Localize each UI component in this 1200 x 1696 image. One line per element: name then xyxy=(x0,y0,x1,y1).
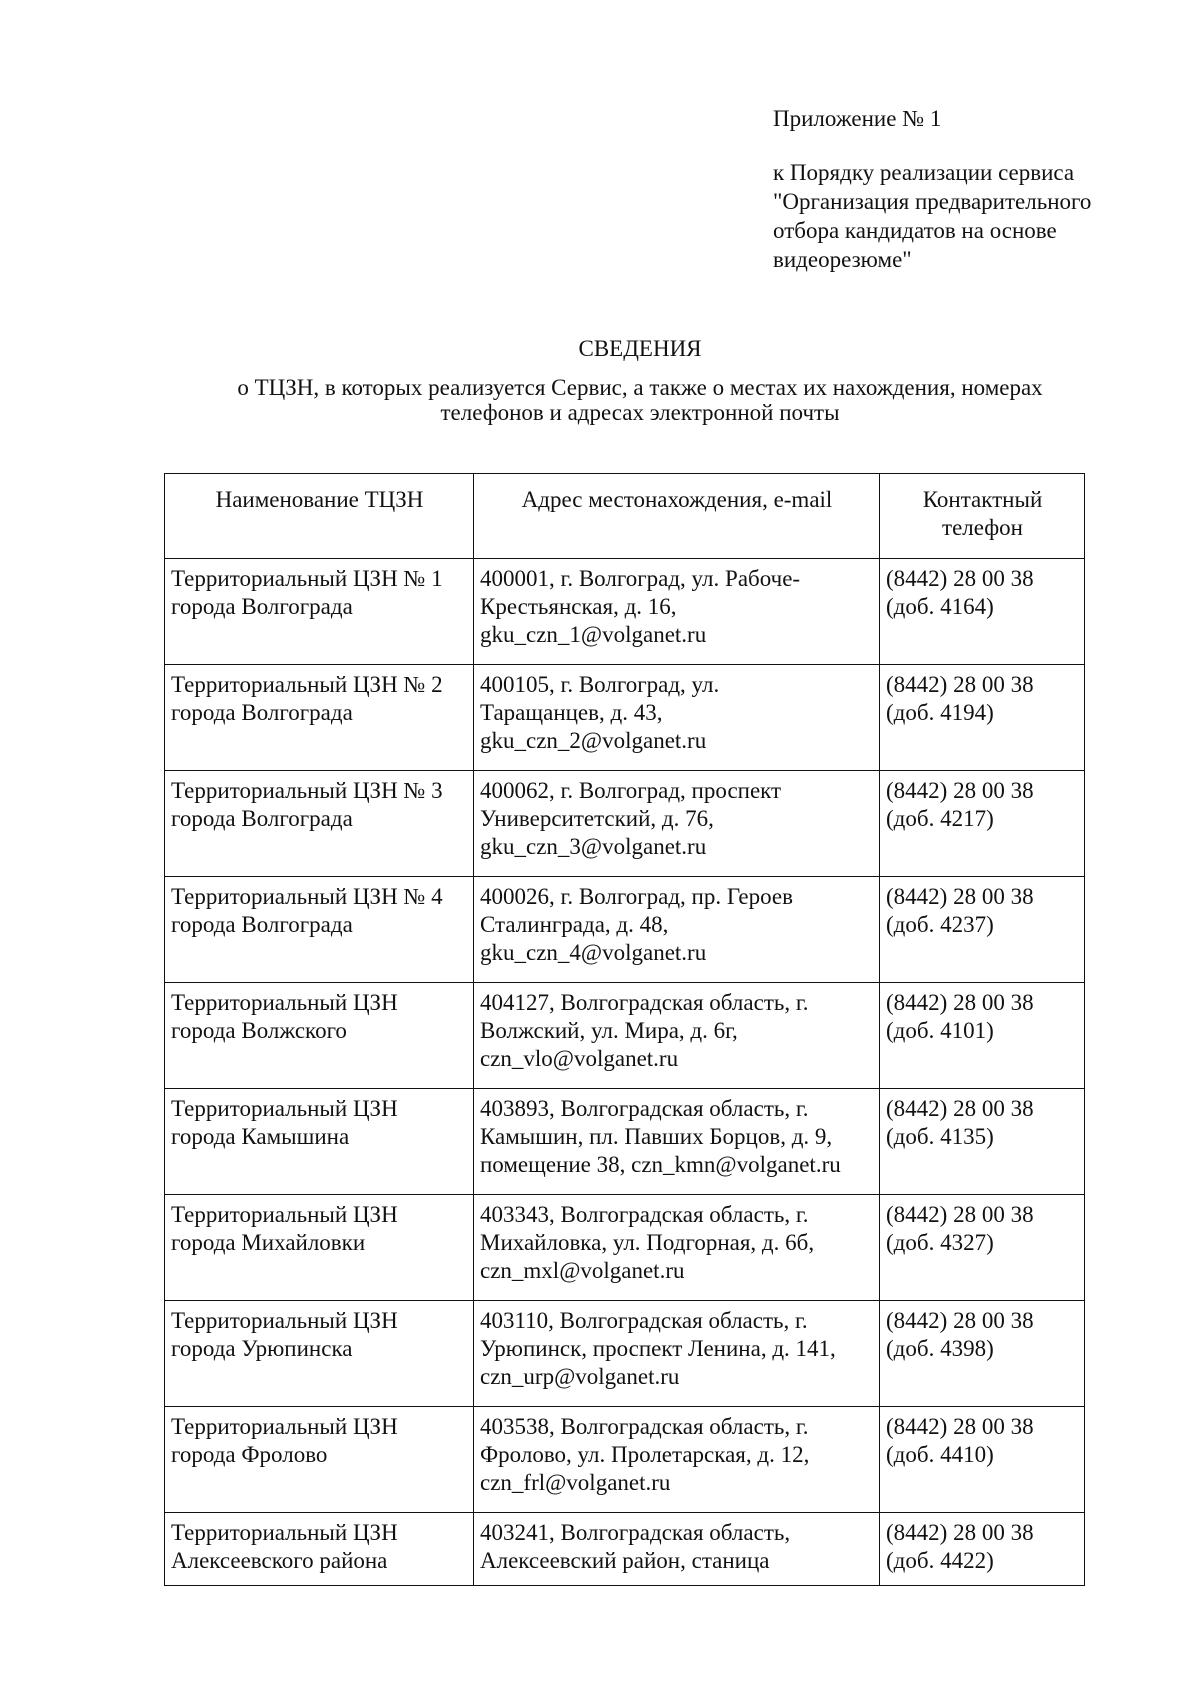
cell-address xyxy=(474,877,880,983)
table-row xyxy=(165,1301,1085,1407)
cell-address xyxy=(474,1089,880,1195)
cell-phone-line: (доб. 4164) xyxy=(886,594,994,619)
cell-name xyxy=(165,877,474,983)
header-address-label: Адрес местонахождения, e-mail xyxy=(521,487,833,512)
cell-phone-line: (доб. 4422) xyxy=(886,1548,994,1573)
cell-name-line: города Волгограда xyxy=(171,912,353,937)
cell-name xyxy=(165,983,474,1089)
cell-address-line: Сталинграда, д. 48, xyxy=(480,912,669,937)
cell-address-line: czn_vlo@volganet.ru xyxy=(480,1046,679,1071)
cell-phone-line: (доб. 4237) xyxy=(886,912,994,937)
appendix-title: Приложение № 1 xyxy=(773,106,942,131)
cell-name xyxy=(165,665,474,771)
cell-name-line: Территориальный ЦЗН № 4 xyxy=(171,884,443,909)
cell-name-line: города Фролово xyxy=(171,1442,328,1467)
cell-address xyxy=(474,1407,880,1513)
appendix-line: видеорезюме" xyxy=(773,247,912,272)
appendix-line: отбора кандидатов на основе xyxy=(773,218,1057,243)
tczn-table xyxy=(164,473,1085,1586)
cell-name-line: города Михайловки xyxy=(171,1230,366,1255)
cell-phone-line: (8442) 28 00 38 xyxy=(886,1096,1034,1121)
cell-name-line: Территориальный ЦЗН xyxy=(171,1520,398,1545)
table-header-row xyxy=(165,474,1085,559)
cell-phone-line: (8442) 28 00 38 xyxy=(886,884,1034,909)
cell-name xyxy=(165,771,474,877)
cell-phone-line: (8442) 28 00 38 xyxy=(886,566,1034,591)
cell-address xyxy=(474,771,880,877)
cell-phone-line: (доб. 4398) xyxy=(886,1336,994,1361)
cell-phone-line: (8442) 28 00 38 xyxy=(886,1520,1034,1545)
document-heading xyxy=(160,336,1120,425)
cell-phone-line: (8442) 28 00 38 xyxy=(886,778,1034,803)
cell-phone-line: (8442) 28 00 38 xyxy=(886,672,1034,697)
cell-phone-line: (доб. 4410) xyxy=(886,1442,994,1467)
cell-address xyxy=(474,665,880,771)
cell-phone-line: (доб. 4135) xyxy=(886,1124,994,1149)
cell-phone xyxy=(880,771,1085,877)
cell-address-line: gku_czn_2@volganet.ru xyxy=(480,728,707,753)
cell-address-line: Волжский, ул. Мира, д. 6г, xyxy=(480,1018,738,1043)
cell-name-line: Территориальный ЦЗН xyxy=(171,1202,398,1227)
cell-name xyxy=(165,1301,474,1407)
cell-phone xyxy=(880,1407,1085,1513)
table-row xyxy=(165,559,1085,665)
cell-address-line: помещение 38, czn_kmn@volganet.ru xyxy=(480,1152,841,1177)
cell-address-line: Алексеевский район, станица xyxy=(480,1548,770,1573)
cell-phone-line: (доб. 4194) xyxy=(886,700,994,725)
cell-name-line: Территориальный ЦЗН № 3 xyxy=(171,778,443,803)
header-name-label: Наименование ТЦЗН xyxy=(215,487,424,512)
header-phone-label: телефон xyxy=(942,515,1023,540)
cell-phone xyxy=(880,983,1085,1089)
cell-phone xyxy=(880,1301,1085,1407)
cell-phone-line: (доб. 4327) xyxy=(886,1230,994,1255)
table-row xyxy=(165,983,1085,1089)
table-row xyxy=(165,1195,1085,1301)
cell-address-line: czn_urp@volganet.ru xyxy=(480,1364,680,1389)
document-subtitle-line: о ТЦЗН, в которых реализуется Сервис, а также о местах их нахождения, номерах xyxy=(237,375,1043,400)
cell-name-line: Территориальный ЦЗН xyxy=(171,990,398,1015)
cell-phone-line: (доб. 4101) xyxy=(886,1018,994,1043)
cell-address xyxy=(474,1513,880,1586)
appendix-line: к Порядку реализации сервиса xyxy=(773,160,1075,185)
cell-address-line: gku_czn_4@volganet.ru xyxy=(480,940,707,965)
document-title: СВЕДЕНИЯ xyxy=(578,336,702,361)
cell-address-line: Камышин, пл. Павших Борцов, д. 9, xyxy=(480,1124,833,1149)
cell-phone-line: (8442) 28 00 38 xyxy=(886,1308,1034,1333)
cell-phone-line: (8442) 28 00 38 xyxy=(886,1202,1034,1227)
cell-address-line: 404127, Волгоградская область, г. xyxy=(480,990,809,1015)
table-row xyxy=(165,1513,1085,1586)
cell-phone xyxy=(880,1195,1085,1301)
cell-name xyxy=(165,1407,474,1513)
cell-address-line: Урюпинск, проспект Ленина, д. 141, xyxy=(480,1336,836,1361)
cell-name-line: города Волгограда xyxy=(171,594,353,619)
cell-name-line: Территориальный ЦЗН xyxy=(171,1414,398,1439)
cell-name-line: Территориальный ЦЗН № 2 xyxy=(171,672,443,697)
cell-name-line: города Волжского xyxy=(171,1018,347,1043)
cell-name-line: города Волгограда xyxy=(171,700,353,725)
cell-phone xyxy=(880,665,1085,771)
cell-address-line: 403241, Волгоградская область, xyxy=(480,1520,791,1545)
cell-name-line: города Урюпинска xyxy=(171,1336,353,1361)
header-name xyxy=(165,474,474,559)
cell-address-line: Университетский, д. 76, xyxy=(480,806,714,831)
header-phone-label: Контактный xyxy=(922,487,1043,512)
cell-phone-line: (8442) 28 00 38 xyxy=(886,1414,1034,1439)
cell-address-line: 403110, Волгоградская область, г. xyxy=(480,1308,808,1333)
cell-address-line: 403893, Волгоградская область, г. xyxy=(480,1096,809,1121)
cell-name xyxy=(165,1089,474,1195)
cell-name-line: города Волгограда xyxy=(171,806,353,831)
cell-phone xyxy=(880,877,1085,983)
document-subtitle-line: телефонов и адресах электронной почты xyxy=(440,400,840,425)
cell-address xyxy=(474,983,880,1089)
cell-name xyxy=(165,1513,474,1586)
table-row xyxy=(165,771,1085,877)
appendix-block xyxy=(773,104,1153,274)
header-phone xyxy=(880,474,1085,559)
cell-name-line: Территориальный ЦЗН xyxy=(171,1096,398,1121)
table-row xyxy=(165,1089,1085,1195)
table-body xyxy=(165,559,1085,1586)
cell-address-line: 403538, Волгоградская область, г. xyxy=(480,1414,809,1439)
cell-address-line: 400001, г. Волгоград, ул. Рабоче- xyxy=(480,566,801,591)
appendix-line: "Организация предварительного xyxy=(773,189,1092,214)
cell-address-line: gku_czn_1@volganet.ru xyxy=(480,622,707,647)
cell-phone xyxy=(880,1089,1085,1195)
cell-address-line: Крестьянская, д. 16, xyxy=(480,594,677,619)
cell-name xyxy=(165,1195,474,1301)
cell-address-line: 403343, Волгоградская область, г. xyxy=(480,1202,809,1227)
cell-name-line: Территориальный ЦЗН № 1 xyxy=(171,566,443,591)
cell-name-line: Алексеевского района xyxy=(171,1548,388,1573)
cell-phone-line: (доб. 4217) xyxy=(886,806,994,831)
table-row xyxy=(165,877,1085,983)
cell-address xyxy=(474,1301,880,1407)
cell-name-line: Территориальный ЦЗН xyxy=(171,1308,398,1333)
cell-address-line: Таращанцев, д. 43, xyxy=(480,700,663,725)
cell-address-line: gku_czn_3@volganet.ru xyxy=(480,834,707,859)
table-row xyxy=(165,1407,1085,1513)
cell-address-line: czn_frl@volganet.ru xyxy=(480,1470,671,1495)
cell-phone-line: (8442) 28 00 38 xyxy=(886,990,1034,1015)
cell-address-line: 400062, г. Волгоград, проспект xyxy=(480,778,782,803)
cell-address-line: 400026, г. Волгоград, пр. Героев xyxy=(480,884,793,909)
cell-phone xyxy=(880,559,1085,665)
table-row xyxy=(165,665,1085,771)
header-address xyxy=(474,474,880,559)
cell-address-line: 400105, г. Волгоград, ул. xyxy=(480,672,720,697)
cell-address xyxy=(474,1195,880,1301)
cell-address-line: czn_mxl@volganet.ru xyxy=(480,1258,685,1283)
cell-phone xyxy=(880,1513,1085,1586)
cell-name xyxy=(165,559,474,665)
cell-name-line: города Камышина xyxy=(171,1124,350,1149)
cell-address xyxy=(474,559,880,665)
cell-address-line: Михайловка, ул. Подгорная, д. 6б, xyxy=(480,1230,815,1255)
cell-address-line: Фролово, ул. Пролетарская, д. 12, xyxy=(480,1442,810,1467)
